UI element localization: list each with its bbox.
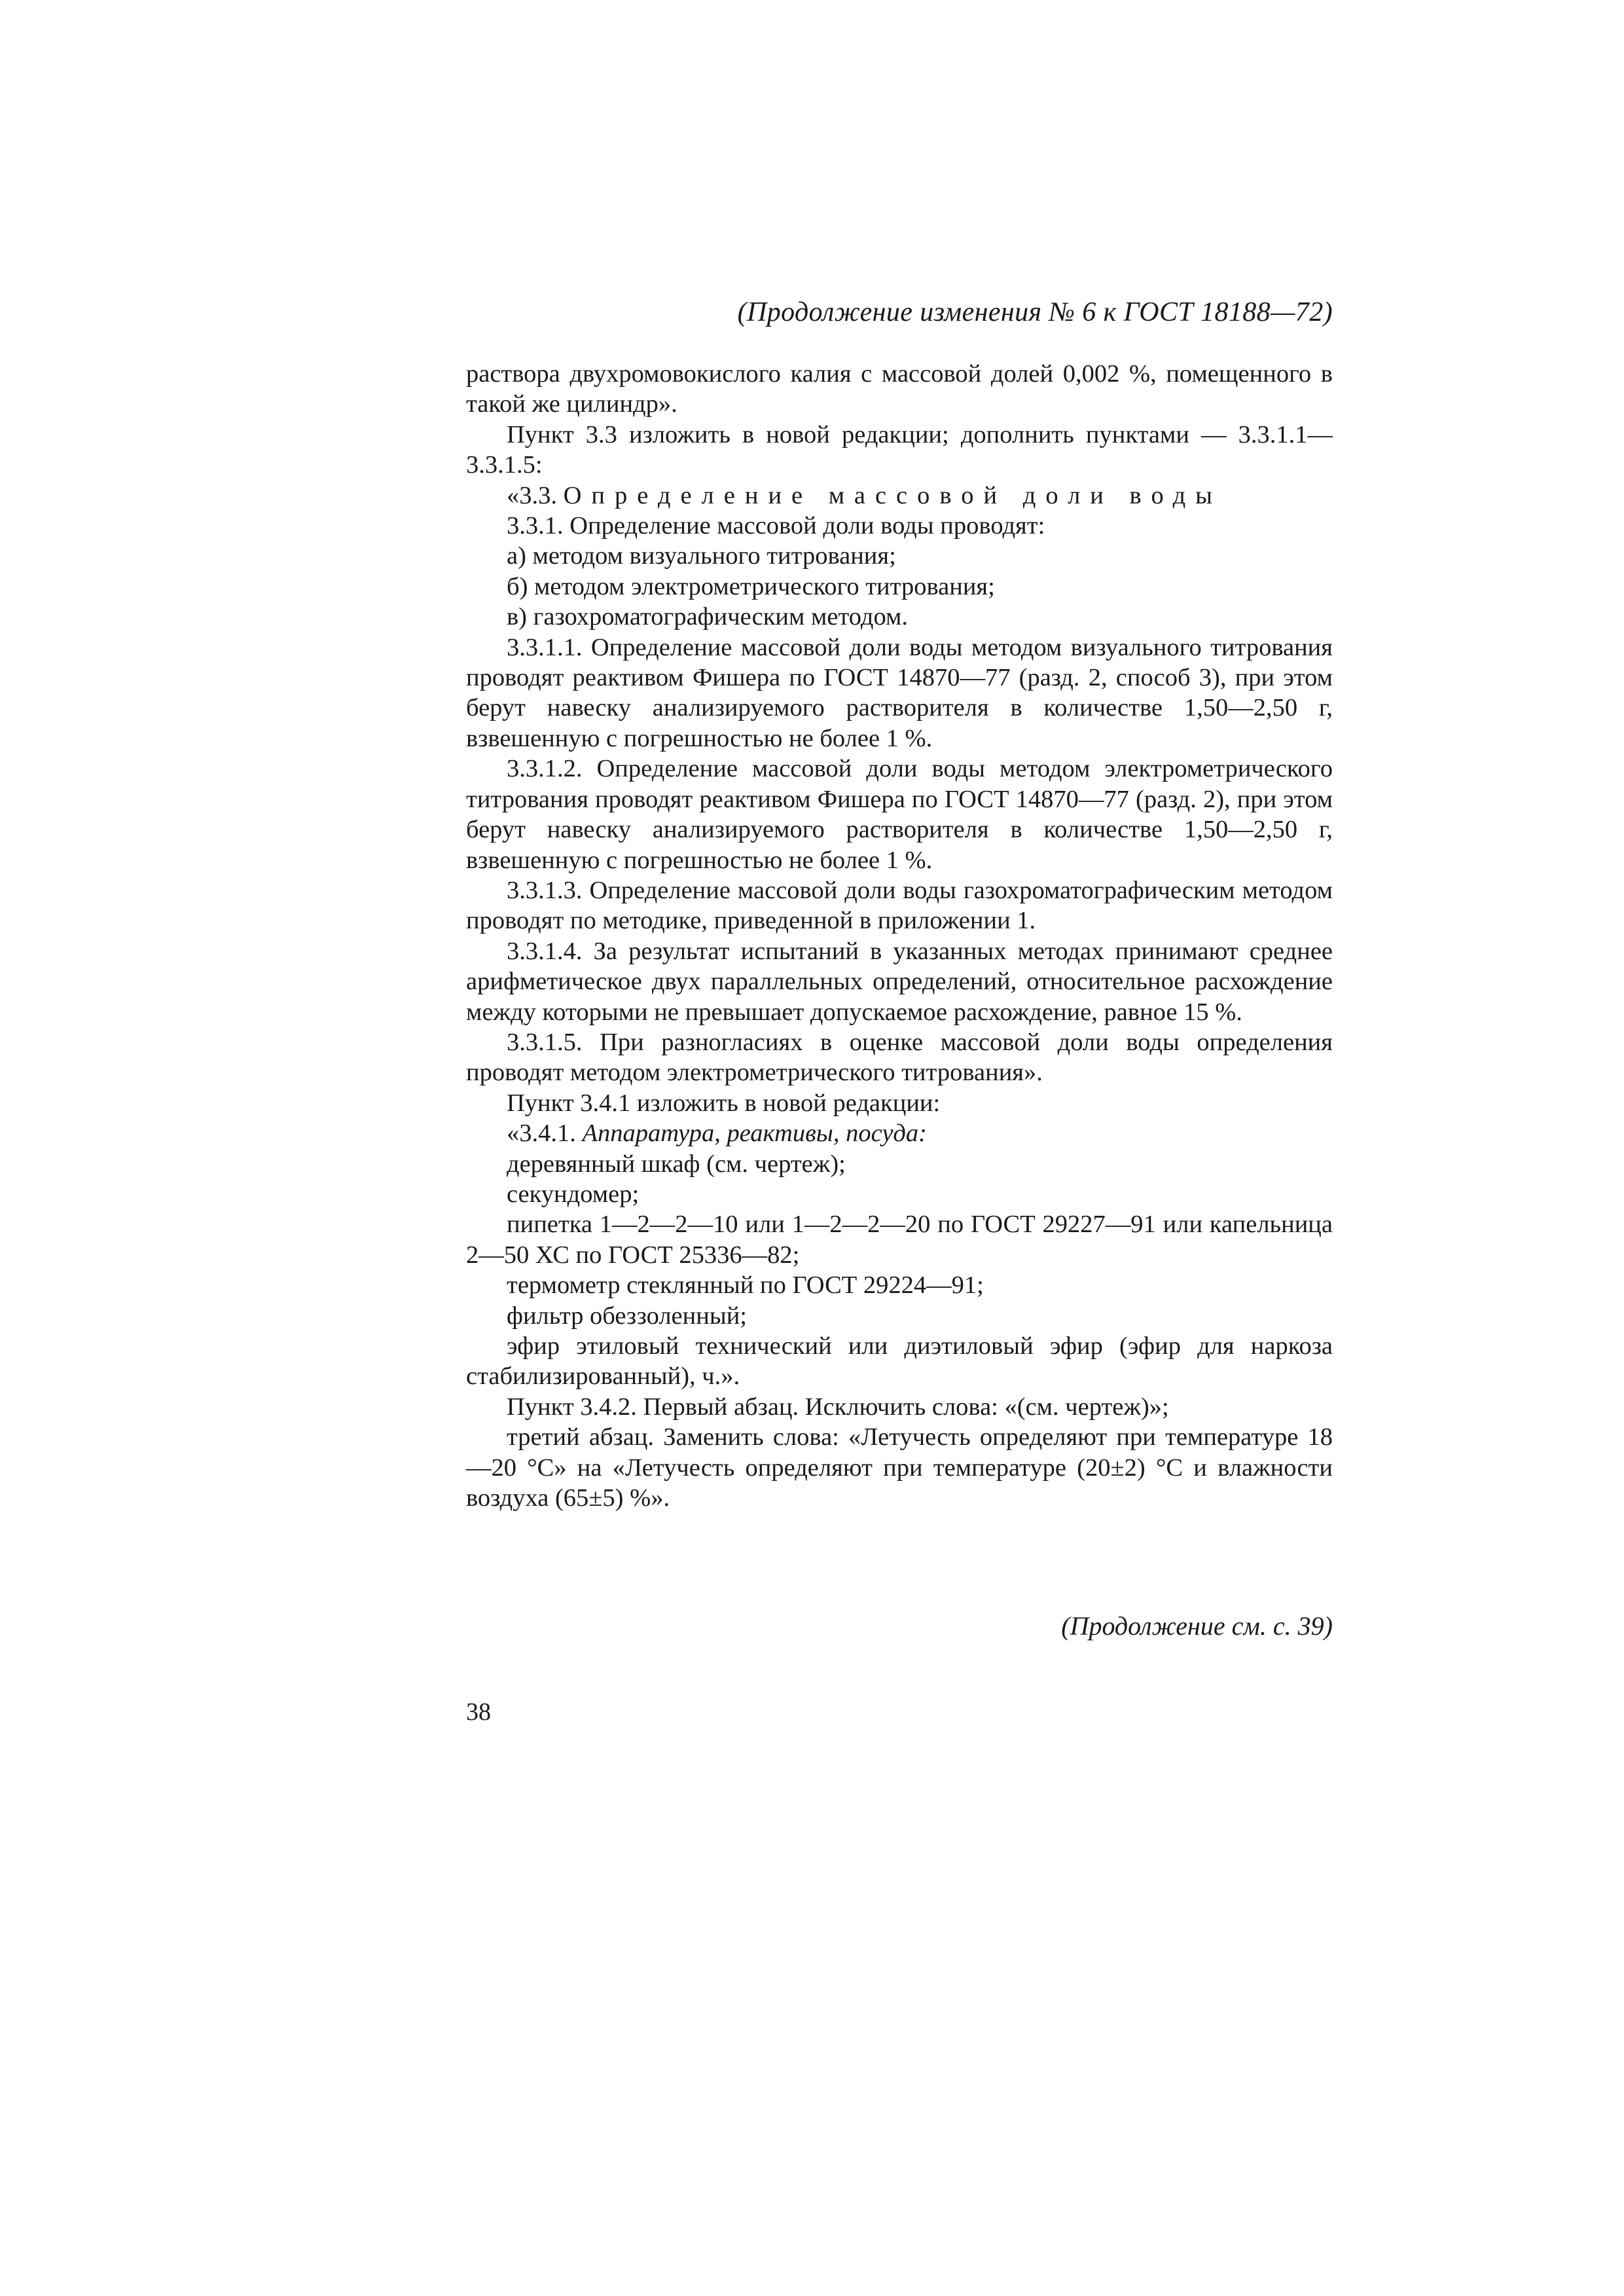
paragraph: в) газохроматографическим методом. <box>507 603 909 631</box>
document-body <box>466 359 1333 1513</box>
paragraph: 3.3.1.1. Определение массовой доли воды методом визуального титрования проводят реактивом Фишера по ГОСТ 14870—77 (разд. 2, способ 3), при этом берут навеску анализируемого растворителя в количестве 1,50—2,50 г, взвешенную с погрешностью не более 1 %. <box>466 633 1333 752</box>
paragraph: 3.3.1.3. Определение массовой доли воды газохроматографическим методом проводят по методике, приведенной в приложении 1. <box>466 876 1333 935</box>
paragraph: 3.3.1.4. За результат испытаний в указанных методах принимают среднее арифметическое двух параллельных определений, относительное расхождение между которыми не превышает допускаемое расхождение, равное 15 %. <box>466 937 1333 1026</box>
paragraph: третий абзац. Заменить слова: «Летучесть определяют при температуре 18—20 °С» на «Летучесть определяют при температуре (20±2) °С и влажности воздуха (65±5) %». <box>466 1423 1333 1512</box>
paragraph: Пункт 3.4.2. Первый абзац. Исключить слова: «(см. чертеж)»; <box>507 1393 1169 1421</box>
paragraph: а) методом визуального титрования; <box>507 542 896 570</box>
section-heading-spaced: Определение массовой доли воды <box>563 481 1223 509</box>
paragraph: 3.3.1.5. При разногласиях в оценке массовой доли воды определения проводят методом электрометрического титрования». <box>466 1028 1333 1087</box>
continuation-note: (Продолжение см. с. 39) <box>1061 1611 1333 1641</box>
paragraph <box>466 1118 1333 1148</box>
page-header: (Продолжение изменения № 6 к ГОСТ 18188—72) <box>737 297 1333 327</box>
paragraph: 3.3.1. Определение массовой доли воды проводят: <box>507 512 1045 540</box>
paragraph-prefix: «3.4.1. <box>507 1120 583 1148</box>
paragraph-prefix: «3.3. <box>507 481 564 509</box>
paragraph: 3.3.1.2. Определение массовой доли воды методом электрометрического титрования проводят реактивом Фишера по ГОСТ 14870—77 (разд. 2), при этом берут навеску анализируемого растворителя в количестве 1,50—2,50 г, взвешенную с погрешностью не более 1 %. <box>466 755 1333 874</box>
paragraph: фильтр обеззоленный; <box>507 1302 747 1330</box>
page-number: 38 <box>466 1698 491 1726</box>
paragraph: эфир этиловый технический или диэтиловый эфир (эфир для наркоза стабилизированный), ч.». <box>466 1332 1333 1391</box>
paragraph <box>466 481 1333 511</box>
paragraph: Пункт 3.3 изложить в новой редакции; дополнить пунктами — 3.3.1.1—3.3.1.5: <box>466 420 1333 479</box>
italic-heading: Аппаратура, реактивы, посуда: <box>582 1120 927 1148</box>
paragraph: секундомер; <box>507 1180 640 1208</box>
paragraph: пипетка 1—2—2—10 или 1—2—2—20 по ГОСТ 29227—91 или капельница 2—50 ХС по ГОСТ 25336—82; <box>466 1211 1333 1269</box>
paragraph: Пункт 3.4.1 изложить в новой редакции: <box>507 1089 941 1117</box>
paragraph: деревянный шкаф (см. чертеж); <box>507 1150 846 1178</box>
paragraph: раствора двухромовокислого калия с массовой долей 0,002 %, помещенного в такой же цилиндр». <box>466 360 1333 418</box>
paragraph: б) методом электрометрического титрования; <box>507 572 995 600</box>
paragraph: термометр стеклянный по ГОСТ 29224—91; <box>507 1271 984 1300</box>
